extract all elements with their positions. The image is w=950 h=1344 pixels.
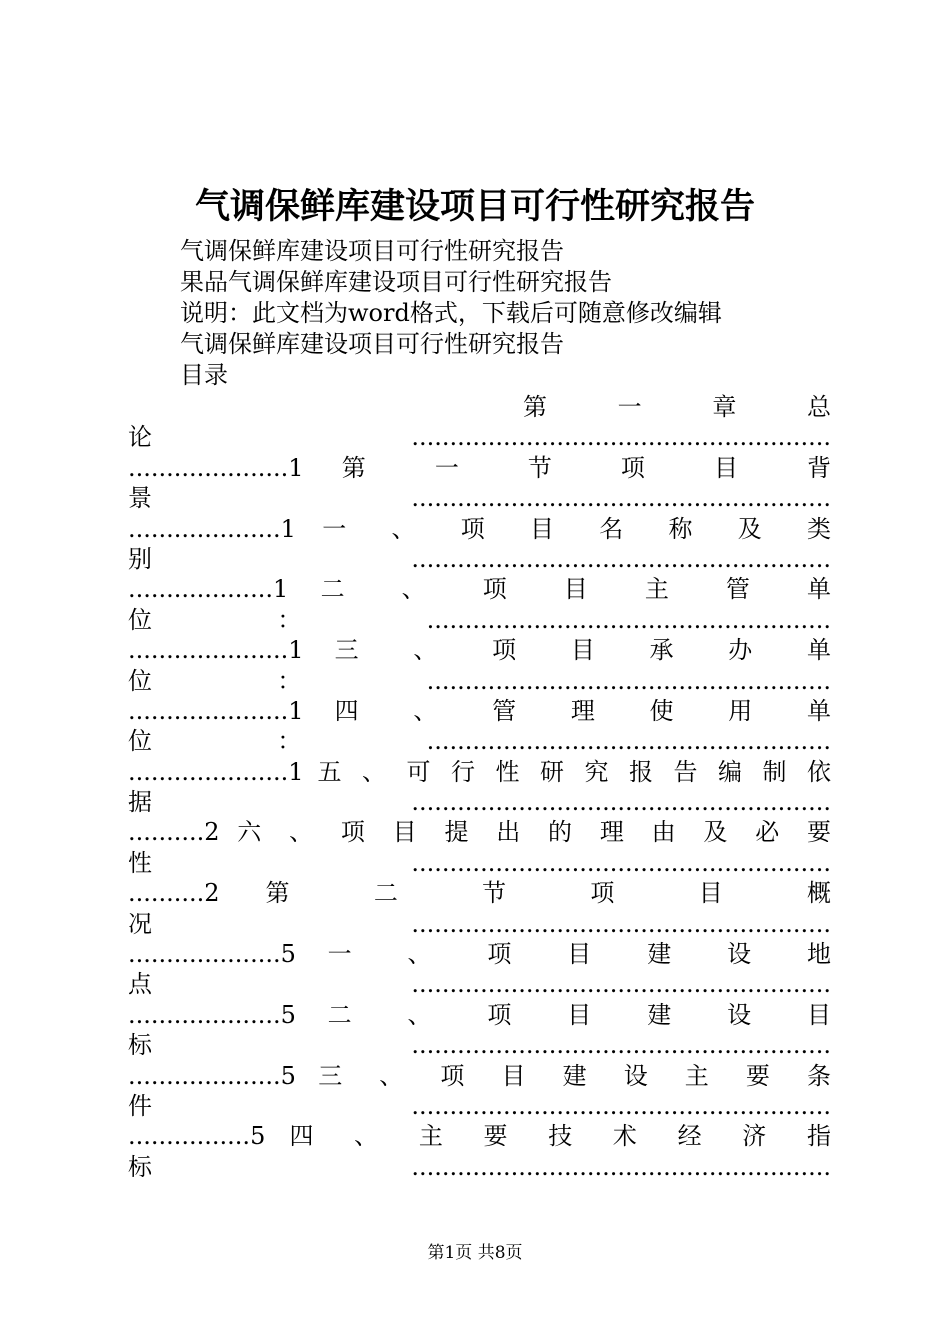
toc-line: 况.......................................................: [128, 909, 831, 938]
toc-line: ................5 四 、 主 要 技 术 经 济 指: [128, 1122, 831, 1151]
toc-line: .....................1 五 、 可 行 性 研 究 报 告 编 制 依: [128, 757, 831, 786]
toc-line: .....................1 三 、 项 目 承 办 单: [128, 636, 831, 665]
intro-line: 果品气调保鲜库建设项目可行性研究报告: [180, 268, 612, 296]
document-title: 气调保鲜库建设项目可行性研究报告: [194, 186, 755, 227]
toc-line: .....................1 四 、 管 理 使 用 单: [128, 696, 831, 725]
toc-line: ....................5 一 、 项 目 建 设 地: [128, 940, 831, 969]
toc-line: 位：.....................................................: [128, 666, 831, 695]
intro-line: 气调保鲜库建设项目可行性研究报告: [180, 330, 564, 358]
toc-line: 论.......................................................: [128, 423, 831, 452]
toc-line: 位：.....................................................: [128, 605, 831, 634]
toc-line: 标.......................................................: [128, 1031, 831, 1060]
toc-heading: 目录: [180, 361, 228, 389]
toc-line: ....................5 二 、 项 目 建 设 目: [128, 1000, 831, 1029]
toc-line: .....................1 第 一 节 项 目 背: [128, 453, 831, 482]
toc-line: ..........2 六 、 项 目 提 出 的 理 由 及 必 要: [128, 818, 831, 847]
toc-line: ....................5 三 、 项 目 建 设 主 要 条: [128, 1061, 831, 1090]
toc-line: ...................1 二 、 项 目 主 管 单: [128, 575, 831, 604]
intro-line: 说明：此文档为word格式，下载后可随意修改编辑: [180, 299, 722, 327]
intro-line: 气调保鲜库建设项目可行性研究报告: [180, 237, 564, 265]
intro-block: [180, 236, 722, 391]
toc-line: 标.......................................................: [128, 1152, 831, 1181]
toc-line: ....................1 一 、 项 目 名 称 及 类: [128, 514, 831, 543]
toc-line: ..........2 第 二 节 项 目 概: [128, 879, 831, 908]
toc-line: 景.......................................................: [128, 484, 831, 513]
toc-line: 据.......................................................: [128, 788, 831, 817]
table-of-contents: [128, 392, 831, 1182]
toc-line: 位：.....................................................: [128, 727, 831, 756]
toc-line: 点.......................................................: [128, 970, 831, 999]
page-footer: 第1页 共8页: [427, 1243, 523, 1263]
toc-line: 别.......................................................: [128, 544, 831, 573]
toc-line: 第 一 章 总: [523, 393, 831, 421]
toc-line: 件.......................................................: [128, 1091, 831, 1120]
toc-line: 性.......................................................: [128, 848, 831, 877]
